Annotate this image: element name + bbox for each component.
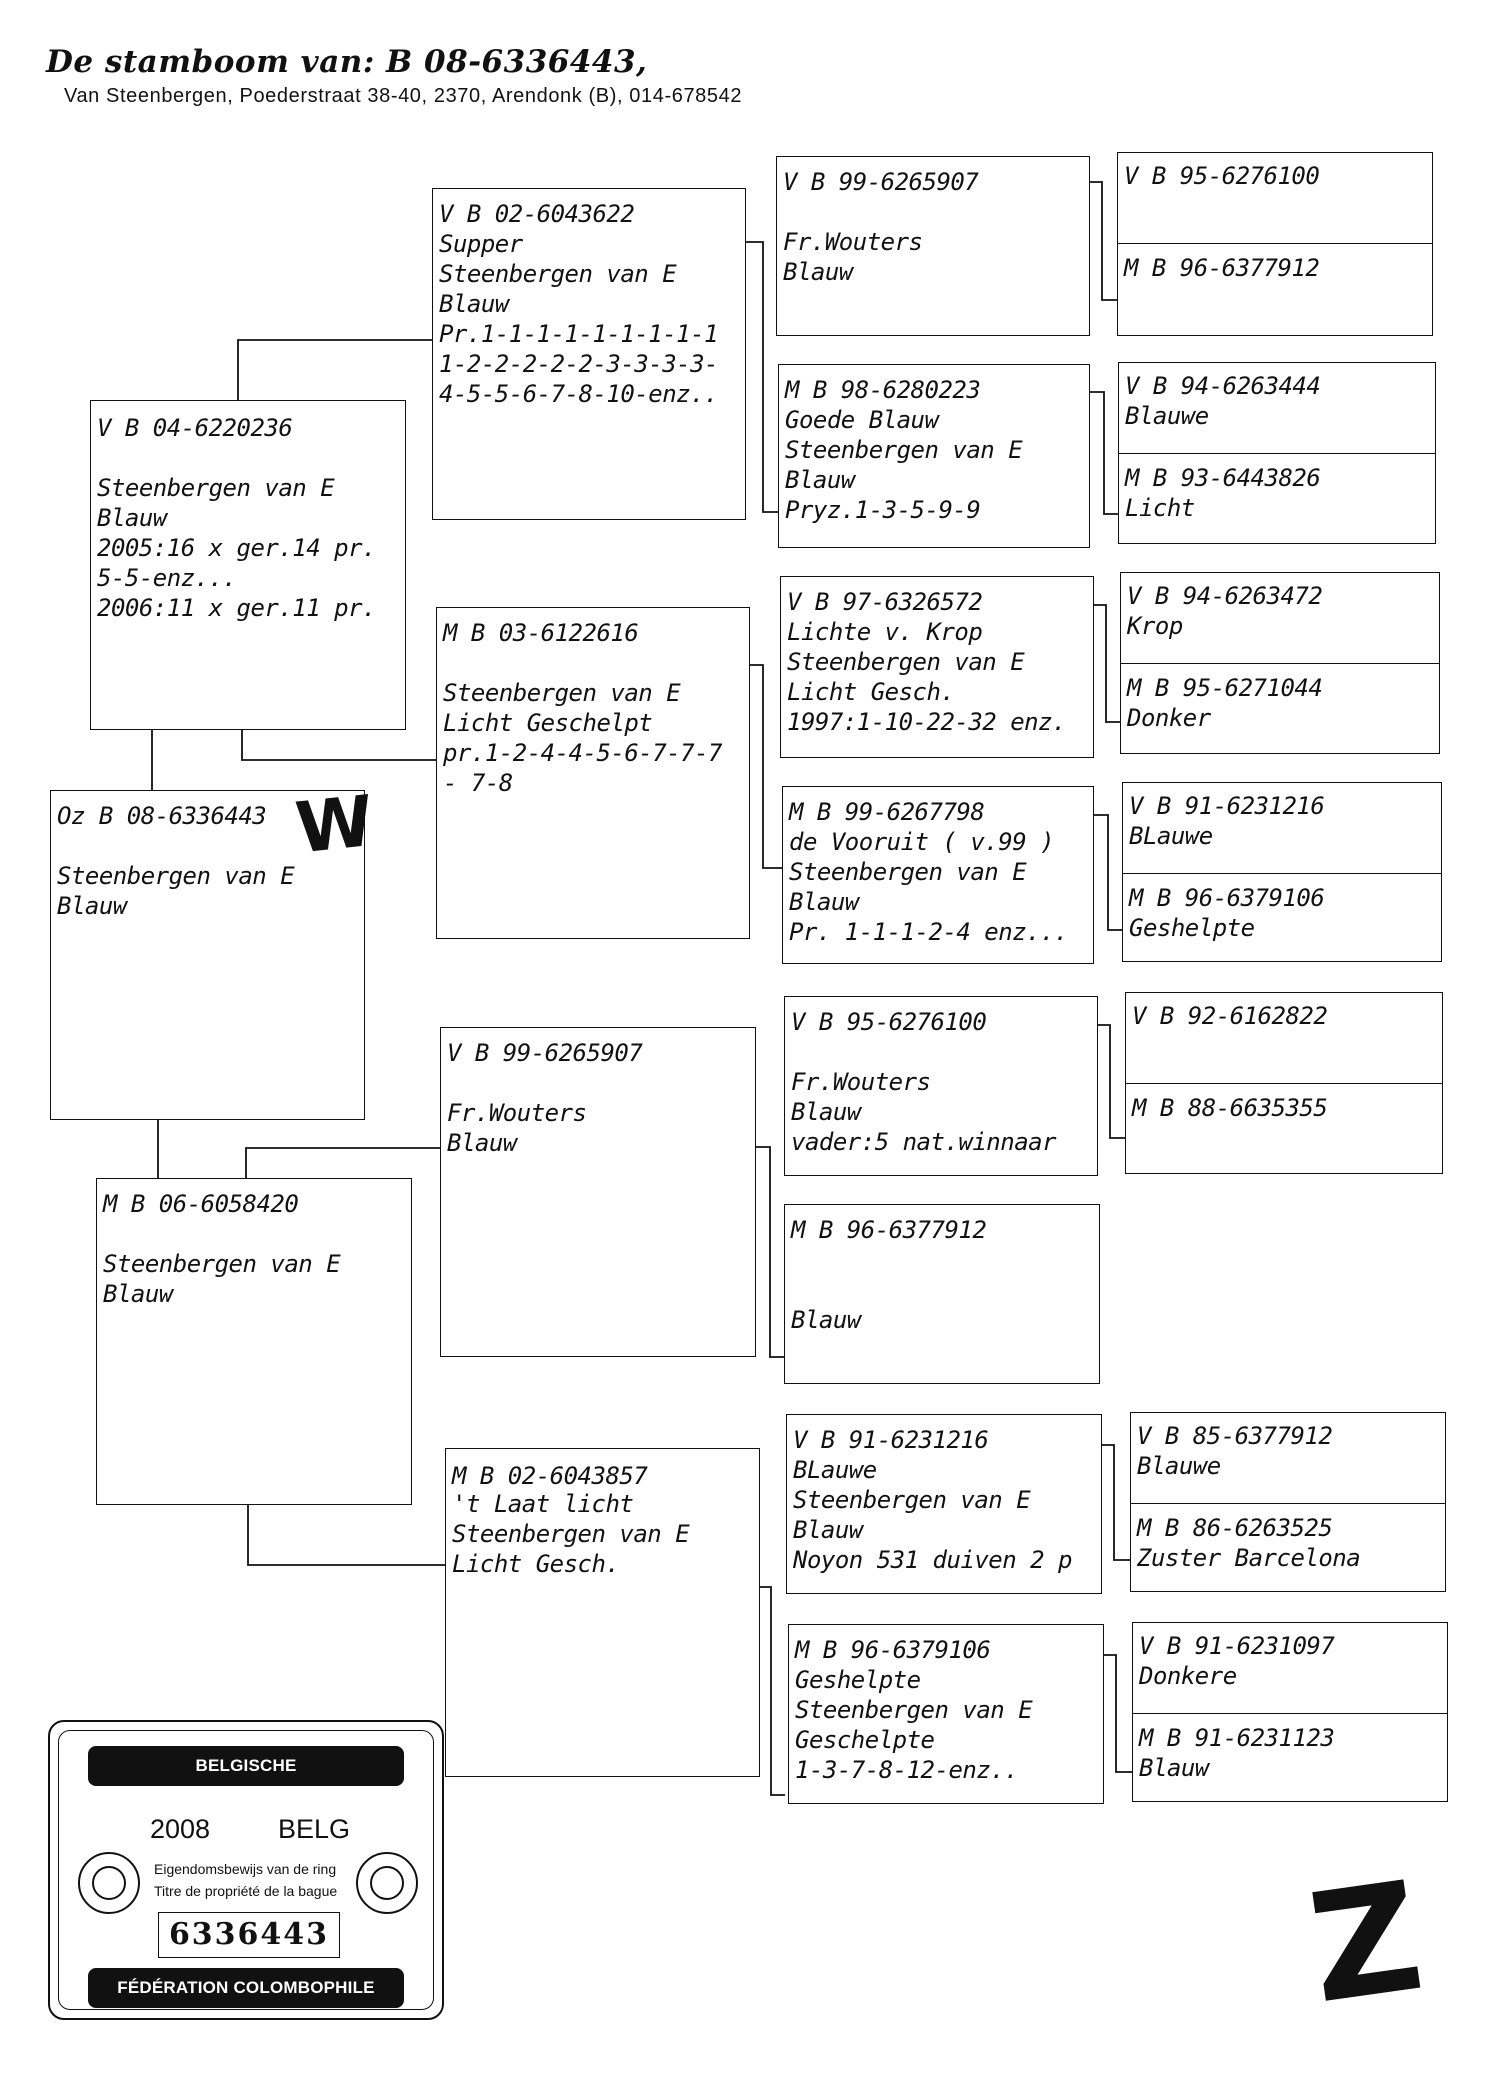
stamp-year: 2008 [150, 1814, 211, 1844]
stamp-bottom-band: FÉDÉRATION COLOMBOPHILE BELGE [88, 1968, 404, 2008]
g4-pair-3: V B 94-6263472 Krop M B 95-6271044 Donker [1120, 572, 1440, 754]
stamp-ring-number: 6336443 [158, 1912, 340, 1958]
g4-pair-1: V B 95-6276100 M B 96-6377912 [1117, 152, 1433, 336]
g4-pair-7: V B 91-6231097 Donkere M B 91-6231123 Blauw [1132, 1622, 1448, 1802]
handwritten-w: W [292, 779, 378, 870]
sire-dam: M B 03-6122616 Steenbergen van E Licht Geschelpt pr.1-2-4-4-5-6-7-7-7 - 7-8 [436, 607, 750, 939]
g3-1: V B 99-6265907 Fr.Wouters Blauw [776, 156, 1090, 336]
sire-sire: V B 02-6043622 Supper Steenbergen van E Blauw Pr.1-1-1-1-1-1-1-1-1 1-2-2-2-2-2-3-3-3-3- 4-5-5-6-7-8-10-enz.. [432, 188, 746, 520]
owner-address: Van Steenbergen, Poederstraat 38-40, 2370, Arendonk (B), 014-678542 [64, 85, 743, 107]
g3-3: V B 97-6326572 Lichte v. Krop Steenbergen van E Licht Gesch. 1997:1-10-22-32 enz. [780, 576, 1094, 758]
g3-6: M B 96-6377912 Blauw [784, 1204, 1100, 1384]
g3-8: M B 96-6379106 Geshelpte Steenbergen van E Geschelpte 1-3-7-8-12-enz.. [788, 1624, 1104, 1804]
g4-pair-6: V B 85-6377912 Blauwe M B 86-6263525 Zuster Barcelona [1130, 1412, 1446, 1592]
dam-dam: M B 02-6043857 't Laat licht Steenbergen van E Licht Gesch. [445, 1448, 760, 1777]
g4-pair-5: V B 92-6162822 M B 88-6635355 [1125, 992, 1443, 1174]
g3-4: M B 99-6267798 de Vooruit ( v.99 ) Steenbergen van E Blauw Pr. 1-1-1-2-4 enz... [782, 786, 1094, 964]
page-title: De stamboom van: B 08-6336443, [46, 44, 648, 80]
g4-pair-2: V B 94-6263444 Blauwe M B 93-6443826 Licht [1118, 362, 1436, 544]
stamp-top-band: BELGISCHE DUIVENLIEFHEBBERSBOND [88, 1746, 404, 1786]
dam-sire: V B 99-6265907 Fr.Wouters Blauw [440, 1027, 756, 1357]
handwritten-z: Z [1300, 1849, 1432, 2038]
g3-5: V B 95-6276100 Fr.Wouters Blauw vader:5 nat.winnaar [784, 996, 1098, 1176]
stamp-country: BELG [278, 1814, 351, 1844]
g4-pair-4: V B 91-6231216 BLauwe M B 96-6379106 Geshelpte [1122, 782, 1442, 962]
ring-ownership-stamp [48, 1720, 444, 2037]
sire: V B 04-6220236 Steenbergen van E Blauw 2005:16 x ger.14 pr. 5-5-enz... 2006:11 x ger.11 pr. [90, 400, 406, 730]
dam: M B 06-6058420 Steenbergen van E Blauw [96, 1178, 412, 1505]
subject-pigeon: Oz B 08-6336443 Steenbergen van E Blauw [50, 790, 365, 1120]
g3-2: M B 98-6280223 Goede Blauw Steenbergen van E Blauw Pryz.1-3-5-9-9 [778, 364, 1090, 548]
stamp-ownership-text: Eigendomsbewijs van de ring Titre de propriété de la bague [154, 1861, 338, 1899]
g3-7: V B 91-6231216 BLauwe Steenbergen van E Blauw Noyon 531 duiven 2 p [786, 1414, 1102, 1594]
emblem-left-icon [78, 1852, 140, 1914]
crown-emblem-icon [356, 1852, 418, 1914]
